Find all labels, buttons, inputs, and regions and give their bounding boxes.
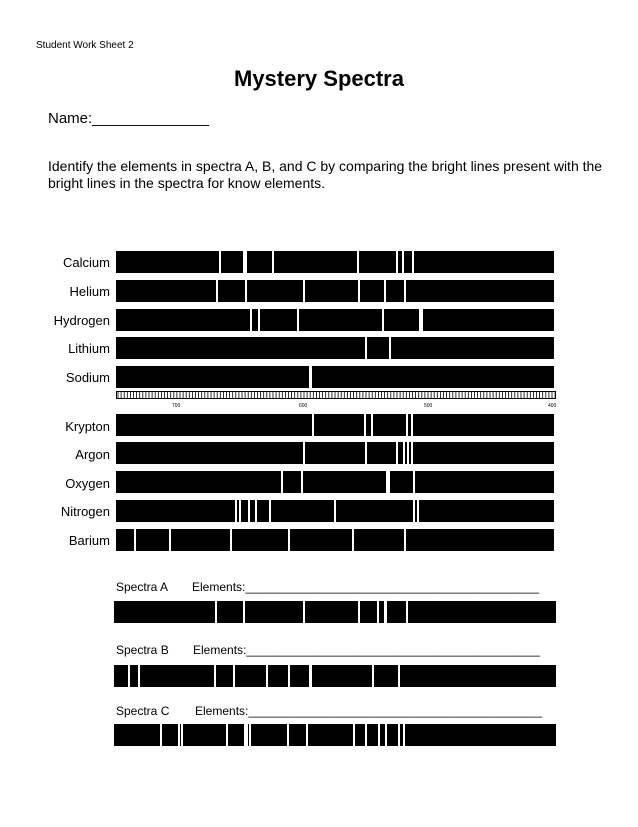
spectral-line — [288, 665, 290, 687]
element-label-helium: Helium — [69, 284, 110, 299]
element-label-sodium: Sodium — [65, 370, 110, 385]
spectral-line — [412, 251, 414, 273]
spectra-c-label: Spectra C — [116, 704, 170, 718]
spectral-line — [287, 724, 289, 746]
spectral-line — [378, 724, 380, 746]
spectral-line — [249, 724, 251, 746]
spectral-line — [353, 724, 355, 746]
spectral-line — [266, 665, 268, 687]
spectral-line — [245, 251, 247, 273]
spectral-line — [255, 500, 257, 522]
spectral-line — [216, 280, 218, 302]
spectral-line — [406, 414, 408, 436]
spectral-line — [396, 251, 398, 273]
spectral-line — [413, 500, 415, 522]
spectral-line — [134, 529, 136, 551]
wavelength-axis — [116, 391, 556, 399]
spectral-line — [398, 724, 400, 746]
spectral-line — [364, 414, 366, 436]
spectrum-bar-calcium — [116, 251, 554, 273]
spectrum-bar-hydrogen — [116, 309, 554, 331]
tick-label-700: 700 — [172, 403, 181, 409]
spectrum-bar-argon — [116, 442, 554, 464]
spectral-line — [352, 529, 354, 551]
spectral-line — [281, 471, 283, 493]
spectral-line — [243, 601, 245, 623]
spectral-line — [239, 500, 241, 522]
spectral-line — [214, 665, 216, 687]
spectral-line — [365, 337, 367, 359]
spectral-line — [312, 414, 314, 436]
spectral-line — [358, 601, 360, 623]
spectral-line — [406, 601, 408, 623]
tick-label-500: 500 — [424, 403, 433, 409]
element-label-lithium: Lithium — [68, 341, 110, 356]
element-label-calcium: Calcium — [63, 255, 110, 270]
spectral-line — [297, 309, 299, 331]
spectral-line — [160, 724, 162, 746]
spectral-line — [404, 529, 406, 551]
spectral-line — [230, 529, 232, 551]
spectral-line — [235, 500, 237, 522]
spectral-line — [288, 529, 290, 551]
spectral-line — [407, 442, 409, 464]
spectral-line — [365, 442, 367, 464]
spectral-line — [388, 471, 390, 493]
spectrum-bar-nitrogen — [116, 500, 554, 522]
spectrum-bar-helium — [116, 280, 554, 302]
element-label-hydrogen: Hydrogen — [53, 313, 110, 328]
spectral-line — [310, 665, 312, 687]
spectrum-bar-barium — [116, 529, 554, 551]
spectral-line — [181, 724, 183, 746]
spectral-line — [178, 724, 180, 746]
spectral-line — [250, 309, 252, 331]
spectral-line — [384, 280, 386, 302]
spectral-line — [128, 665, 130, 687]
spectral-line — [303, 601, 305, 623]
spectral-line — [245, 280, 247, 302]
spectral-line — [138, 665, 140, 687]
spectral-line — [301, 471, 303, 493]
spectrum-bar-oxygen — [116, 471, 554, 493]
spectral-line — [389, 337, 391, 359]
spectrum-bar-krypton — [116, 414, 554, 436]
spectral-line — [411, 414, 413, 436]
spectrum-bar-spectra-c — [114, 724, 556, 746]
spectral-line — [402, 251, 404, 273]
spectral-line — [385, 601, 387, 623]
spectral-line — [219, 251, 221, 273]
spectral-line — [385, 724, 387, 746]
spectral-line — [403, 724, 405, 746]
spectrum-bar-spectra-b — [114, 665, 556, 687]
spectral-line — [169, 529, 171, 551]
spectrum-bar-lithium — [116, 337, 554, 359]
spectral-line — [233, 665, 235, 687]
spectral-line — [246, 724, 248, 746]
spectral-line — [377, 601, 379, 623]
page-title: Mystery Spectra — [234, 66, 404, 91]
spectral-line — [358, 280, 360, 302]
spectral-line — [396, 442, 398, 464]
instructions-text: Identify the elements in spectra A, B, and C by comparing the bright lines present with the bright lines in the spectra for know elements. — [48, 158, 603, 191]
spectral-line — [269, 500, 271, 522]
spectral-line — [226, 724, 228, 746]
tick-label-400: 400 — [548, 403, 557, 409]
element-label-krypton: Krypton — [65, 419, 110, 434]
spectral-line — [310, 366, 312, 388]
spectral-line — [303, 280, 305, 302]
spectra-b-label: Spectra B — [116, 643, 169, 657]
spectral-line — [248, 500, 250, 522]
spectra-b-elements-line: Elements:____________________________________________ — [193, 643, 541, 657]
element-label-nitrogen: Nitrogen — [60, 504, 110, 519]
axis-ticks — [118, 392, 555, 398]
spectral-line — [303, 442, 305, 464]
spectral-line — [411, 442, 413, 464]
element-label-barium: Barium — [68, 533, 110, 548]
spectral-line — [382, 309, 384, 331]
spectrum-bar-spectra-a — [114, 601, 556, 623]
spectral-line — [365, 724, 367, 746]
tick-label-600: 600 — [299, 403, 308, 409]
spectra-a-label: Spectra A — [116, 580, 169, 594]
spectral-line — [421, 309, 423, 331]
spectrum-bar-sodium — [116, 366, 554, 388]
spectral-line — [215, 601, 217, 623]
name-field-line: Name:______________ — [48, 110, 209, 127]
spectral-line — [334, 500, 336, 522]
spectral-line — [306, 724, 308, 746]
spectra-c-elements-line: Elements:____________________________________________ — [195, 704, 543, 718]
spectral-line — [371, 414, 373, 436]
sheet-label: Student Work Sheet 2 — [36, 40, 134, 51]
spectral-line — [357, 251, 359, 273]
spectral-line — [372, 665, 374, 687]
spectra-a-elements-line: Elements:____________________________________________ — [192, 580, 540, 594]
spectral-line — [404, 280, 406, 302]
spectral-line — [398, 665, 400, 687]
spectral-line — [258, 309, 260, 331]
spectral-line — [272, 251, 274, 273]
element-label-argon: Argon — [75, 447, 110, 462]
element-label-oxygen: Oxygen — [65, 476, 110, 491]
spectral-line — [413, 471, 415, 493]
spectral-line — [403, 442, 405, 464]
spectral-line — [417, 500, 419, 522]
